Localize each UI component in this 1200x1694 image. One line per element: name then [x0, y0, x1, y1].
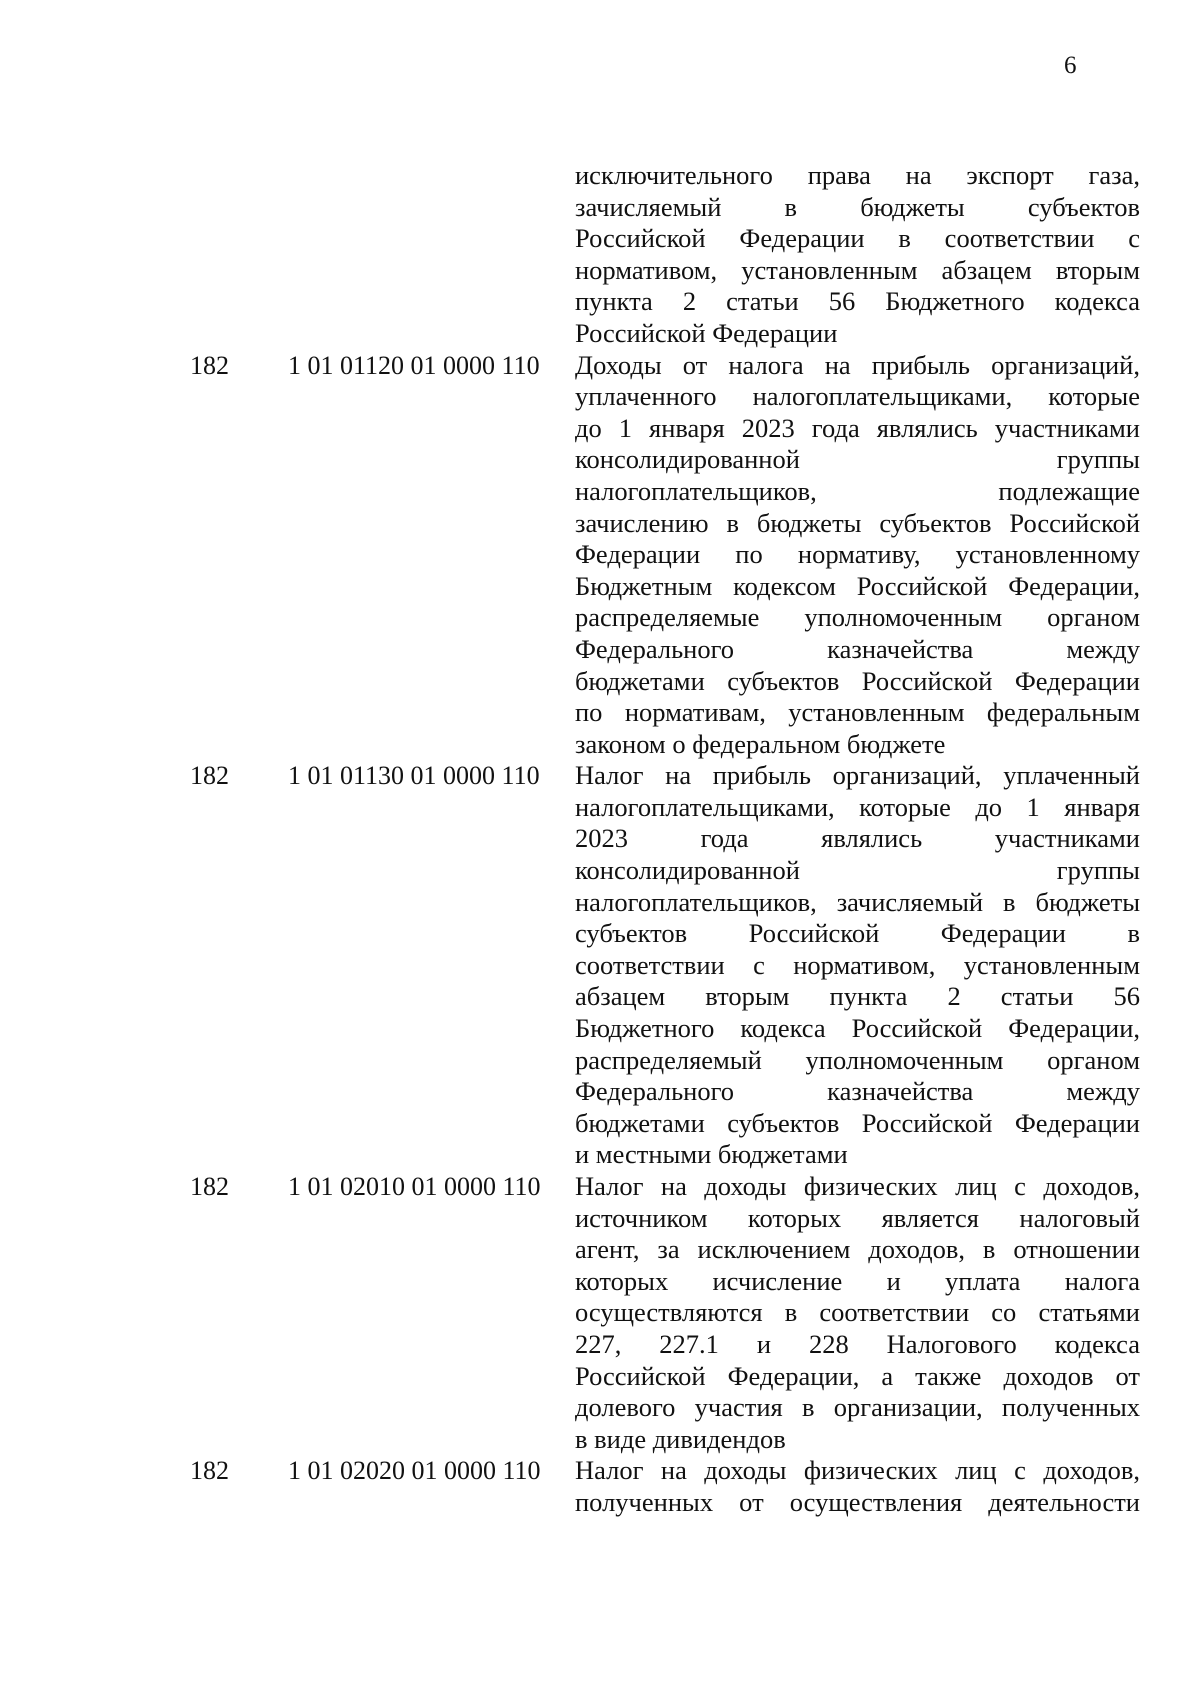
- description-line: источником которых является налоговый: [575, 1202, 1140, 1233]
- description-line: Российской Федерации в соответствии с: [575, 223, 1140, 254]
- description-line: уплаченного налогоплательщиками, которые: [575, 381, 1140, 412]
- description-line: Бюджетным кодексом Российской Федерации,: [575, 570, 1140, 601]
- kbk-code: 1 01 02020 01 0000 110: [288, 1456, 541, 1486]
- table-row: [0, 760, 1200, 1171]
- description-line: зачисляемый в бюджеты субъектов: [575, 191, 1140, 222]
- description-line: Налог на доходы физических лиц с доходов,: [575, 1171, 1140, 1201]
- kbk-code: 1 01 02010 01 0000 110: [288, 1172, 541, 1201]
- description-line: бюджетами субъектов Российской Федерации: [575, 1107, 1140, 1138]
- description-line: Федерального казначейства между: [575, 633, 1140, 664]
- description-line: налогоплательщиков, зачисляемый в бюджеты: [575, 886, 1140, 917]
- description-line: осуществляются в соответствии со статьями: [575, 1297, 1140, 1328]
- admin-code: 182: [190, 1456, 229, 1486]
- kbk-code: 1 01 01120 01 0000 110: [288, 350, 540, 380]
- description-line: Федерального казначейства между: [575, 1076, 1140, 1107]
- description-line: абзацем вторым пункта 2 статьи 56: [575, 981, 1140, 1012]
- table-row: [0, 350, 1200, 761]
- description-line: Российской Федерации, а также доходов от: [575, 1360, 1140, 1391]
- description-line: налогоплательщиков, подлежащие: [575, 475, 1140, 506]
- page-number: 6: [1064, 52, 1077, 79]
- description-line: агент, за исключением доходов, в отношении: [575, 1234, 1140, 1265]
- description-line: пункта 2 статьи 56 Бюджетного кодекса: [575, 286, 1140, 317]
- admin-code: 182: [190, 350, 229, 380]
- table-row: [0, 1171, 1200, 1455]
- description-line: нормативом, установленным абзацем вторым: [575, 254, 1140, 285]
- description-line: до 1 января 2023 года являлись участниками: [575, 412, 1140, 443]
- description-line: субъектов Российской Федерации в: [575, 918, 1140, 949]
- description-line: и местными бюджетами: [575, 1139, 848, 1170]
- income-description: [575, 350, 1140, 761]
- budget-classification-table: [0, 160, 1200, 1519]
- description-line: Бюджетного кодекса Российской Федерации,: [575, 1013, 1140, 1044]
- description-line: Налог на доходы физических лиц с доходов,: [575, 1455, 1140, 1486]
- description-line: консолидированной группы: [575, 855, 1140, 886]
- income-description: [575, 1455, 1140, 1518]
- income-description: [575, 1171, 1140, 1455]
- description-line: по нормативам, установленным федеральным: [575, 697, 1140, 728]
- kbk-code: 1 01 01130 01 0000 110: [288, 761, 540, 791]
- description-line: в виде дивидендов: [575, 1423, 786, 1454]
- description-line: Федерации по нормативу, установленному: [575, 539, 1140, 570]
- description-line: Доходы от налога на прибыль организаций,: [575, 349, 1140, 380]
- admin-code: 182: [190, 1172, 229, 1201]
- description-line: долевого участия в организации, полученных: [575, 1392, 1140, 1423]
- table-row: [0, 160, 1200, 350]
- description-line: законом о федеральном бюджете: [575, 728, 946, 759]
- description-line: налогоплательщиками, которые до 1 января: [575, 791, 1140, 822]
- description-line: Российской Федерации: [575, 317, 838, 348]
- description-line: бюджетами субъектов Российской Федерации: [575, 665, 1140, 696]
- description-line: зачислению в бюджеты субъектов Российской: [575, 507, 1140, 538]
- description-line: распределяемые уполномоченным органом: [575, 602, 1140, 633]
- income-description: [575, 760, 1140, 1171]
- description-line: соответствии с нормативом, установленным: [575, 949, 1140, 980]
- table-row: [0, 1455, 1200, 1518]
- description-line: консолидированной группы: [575, 444, 1140, 475]
- description-line: распределяемый уполномоченным органом: [575, 1044, 1140, 1075]
- income-description: [575, 160, 1140, 350]
- description-line: 2023 года являлись участниками: [575, 823, 1140, 854]
- description-line: которых исчисление и уплата налога: [575, 1265, 1140, 1296]
- description-line: 227, 227.1 и 228 Налогового кодекса: [575, 1328, 1140, 1359]
- description-line: исключительного права на экспорт газа,: [575, 160, 1140, 190]
- admin-code: 182: [190, 761, 229, 791]
- description-line: Налог на прибыль организаций, уплаченный: [575, 760, 1140, 791]
- description-line: полученных от осуществления деятельности: [575, 1486, 1140, 1517]
